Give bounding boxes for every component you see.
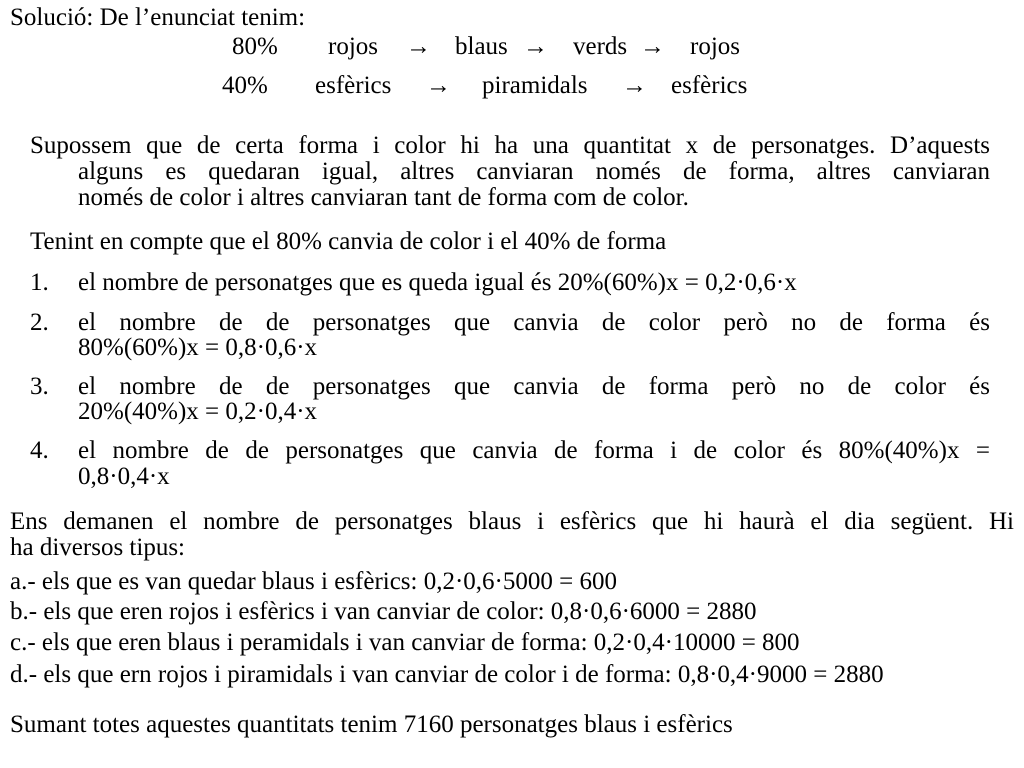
intro-line-1: Supossem que de certa forma i color hi ha una quantitat x de personatges. D’aquests [30,132,990,159]
case-4-text-2: 0,8·0,4·x [78,463,170,490]
solution-heading: Solució: De l’enunciat tenim: [10,4,306,31]
case-2-text-1: el nombre de de personatges que canvia de color però no de forma és [78,309,990,336]
color-state-2: blaus [455,33,508,60]
shape-arrow-1: → [426,72,451,99]
type-b: b.- els que eren rojos i esfèrics i van canviar de color: 0,8·0,6·6000 = 2880 [10,598,757,625]
intro-line-2: alguns es quedaran igual, altres canviaran només de forma, altres canviaran [78,158,990,185]
color-state-1: rojos [328,33,378,60]
case-3-number: 3. [30,373,49,400]
context-line: Tenint en compte que el 80% canvia de color i el 40% de forma [30,228,667,255]
color-arrow-3: → [640,33,665,60]
case-2-text-2: 80%(60%)x = 0,8·0,6·x [78,334,318,361]
shape-state-3: esfèrics [671,72,748,99]
shape-state-2: piramidals [482,72,588,99]
color-state-3: verds [573,33,628,60]
shape-state-1: esfèrics [315,72,392,99]
case-4-text-1: el nombre de de personatges que canvia de forma i de color és 80%(40%)x = [78,437,990,464]
type-a: a.- els que es van quedar blaus i esfèrics: 0,2·0,6·5000 = 600 [10,568,617,595]
type-d: d.- els que ern rojos i piramidals i van canviar de color i de forma: 0,8·0,4·9000 = 2880 [10,661,884,688]
color-arrow-1: → [406,33,431,60]
shape-cycle-percent: 40% [222,72,268,99]
color-state-4: rojos [690,33,740,60]
question-line-2: ha diversos tipus: [10,534,185,561]
case-3-text-1: el nombre de de personatges que canvia de forma però no de color és [78,373,990,400]
case-2-number: 2. [30,309,49,336]
conclusion-line: Sumant totes aquestes quantitats tenim 7160 personatges blaus i esfèrics [10,711,733,738]
color-arrow-2: → [523,33,548,60]
intro-line-3: només de color i altres canviaran tant de forma com de color. [78,184,689,211]
case-1-text: el nombre de personatges que es queda igual és 20%(60%)x = 0,2·0,6·x [78,269,797,296]
case-4-number: 4. [30,437,49,464]
question-line-1: Ens demanen el nombre de personatges blaus i esfèrics que hi haurà el dia següent. Hi [10,508,1014,535]
shape-arrow-2: → [622,72,647,99]
case-1-number: 1. [30,269,49,296]
type-c: c.- els que eren blaus i peramidals i van canviar de forma: 0,2·0,4·10000 = 800 [10,629,800,656]
color-cycle-percent: 80% [232,33,278,60]
case-3-text-2: 20%(40%)x = 0,2·0,4·x [78,398,318,425]
